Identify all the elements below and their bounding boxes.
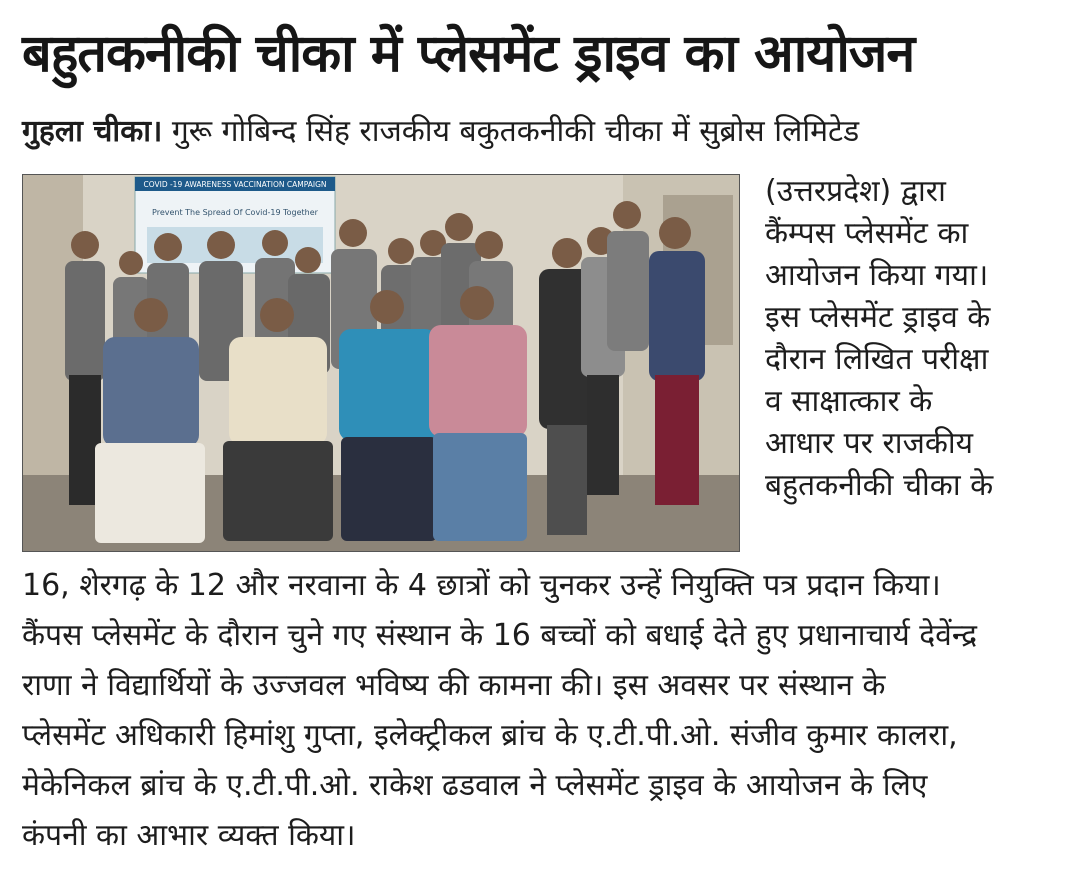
article-line-6: दौरान लिखित परीक्षा xyxy=(765,342,989,377)
article-line-9: बहुतकनीकी चीका के xyxy=(765,468,994,503)
article-line-4: आयोजन किया गया। xyxy=(765,258,989,293)
article-line-15: कंपनी का आभार व्यक्त किया। xyxy=(22,818,356,853)
article-line-1 xyxy=(22,112,859,152)
article-line-13: प्लेसमेंट अधिकारी हिमांशु गुप्ता, इलेक्ट्रीकल ब्रांच के ए.टी.पी.ओ. संजीव कुमार कालरा, xyxy=(22,718,958,753)
article-line-2: (उत्तरप्रदेश) द्वारा xyxy=(765,174,946,209)
article-line-11: कैंपस प्लेसमेंट के दौरान चुने गए संस्थान के 16 बच्चों को बधाई देते हुए प्रधानाचार्य देवेंन्द्र xyxy=(22,618,978,653)
headline: बहुतकनीकी चीका में प्लेसमेंट ड्राइव का आयोजन xyxy=(22,24,915,84)
dateline: गुहला चीका। xyxy=(22,114,163,149)
article-line-8: आधार पर राजकीय xyxy=(765,426,974,461)
banner-subtitle: Prevent The Spread Of Covid-19 Together xyxy=(152,208,318,217)
group-photo xyxy=(22,174,740,552)
article-line-14: मेकेनिकल ब्रांच के ए.टी.पी.ओ. राकेश ढडवाल ने प्लेसमेंट ड्राइव के आयोजन के लिए xyxy=(22,768,928,803)
article-line-10: 16, शेरगढ़ के 12 और नरवाना के 4 छात्रों को चुनकर उन्हें नियुक्ति पत्र प्रदान किया। xyxy=(22,568,941,603)
article-line-12: राणा ने विद्यार्थियों के उज्जवल भविष्य की कामना की। इस अवसर पर संस्थान के xyxy=(22,668,886,703)
article-line-3: कैंम्पस प्लेसमेंट का xyxy=(765,216,969,251)
article-line-7: व साक्षात्कार के xyxy=(765,384,933,419)
article-text: गुरू गोबिन्द सिंह राजकीय बकुतकनीकी चीका में सुब्रोस लिमिटेड xyxy=(171,114,860,149)
article-line-5: इस प्लेसमेंट ड्राइव के xyxy=(765,300,991,335)
banner-title: COVID -19 AWARENESS VACCINATION CAMPAIGN xyxy=(143,180,327,189)
